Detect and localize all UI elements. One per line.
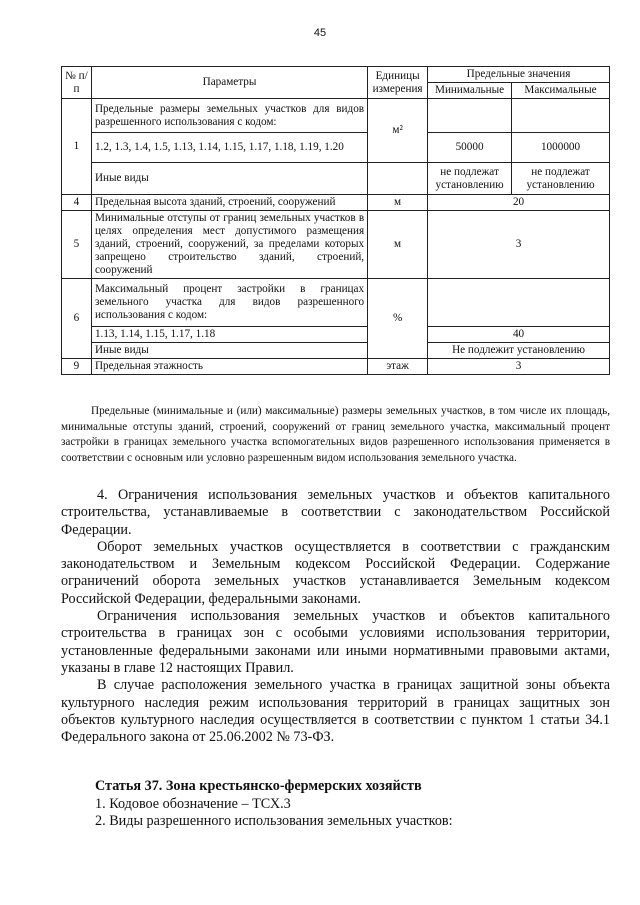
row-param: Иные виды (91, 163, 367, 195)
row-min: не подлежат установлению (428, 163, 512, 195)
table-row (62, 99, 610, 133)
row-num: 5 (62, 211, 92, 279)
row-max-empty (512, 99, 610, 133)
header-limits: Предельные значения (428, 67, 610, 83)
row-unit: м (368, 195, 428, 211)
paragraph: Ограничения использования земельных участков и объектов капитального строительства в границах зон с особыми условиями использования территории, установленные федеральными законами или иными нормативными правовыми актами, указаны в главе 12 настоящих Правил. (61, 608, 610, 676)
table-row (62, 195, 610, 211)
row-unit-empty (368, 163, 428, 195)
table-row (62, 211, 610, 279)
paragraph: Оборот земельных участков осуществляется в соответствии с гражданским законодательством и Земельным кодексом Российской Федерации. Содержание ограничений оборота земельных участков устанавливается Земельным кодексом Российской Федерации, федеральными законами. (61, 538, 610, 607)
row-value: 3 (428, 211, 610, 279)
paragraph: В случае расположения земельного участка в границах защитной зоны объекта культурного наследия режим использования территорий в границах защитных зон объектов культурного наследия осуществляется в соответствии с пунктом 1 статьи 34.1 Федерального закона от 25.06.2002 № 73-ФЗ. (61, 677, 610, 746)
row-num: 1 (62, 99, 92, 195)
article-title: Статья 37. Зона крестьянско-фермерских хозяйств (95, 778, 422, 794)
table-row (62, 327, 610, 343)
row-param: 1.13, 1.14, 1.15, 1.17, 1.18 (91, 327, 367, 343)
table-row (62, 359, 610, 375)
row-unit: м² (368, 99, 428, 163)
header-num: № п/п (62, 67, 92, 99)
header-unit: Единицы измерения (368, 67, 428, 99)
article-item: 1. Кодовое обозначение – ТСХ.3 (95, 795, 291, 812)
row-value: 3 (428, 359, 610, 375)
row-unit: м (368, 211, 428, 279)
article-item: 2. Виды разрешенного использования земельных участков: (95, 813, 453, 829)
row-param: Иные виды (91, 343, 367, 359)
row-param: Предельная этажность (91, 359, 367, 375)
row-num: 4 (62, 195, 92, 211)
article-section (95, 778, 453, 831)
header-param: Параметры (91, 67, 367, 99)
page-number: 45 (313, 27, 327, 39)
row-param: Максимальный процент застройки в границах земельного участка для видов разрешенного использования с кодом: (91, 279, 367, 327)
row-value: 20 (428, 195, 610, 211)
row-value-empty (428, 279, 610, 327)
table-row (62, 163, 610, 195)
table-row (62, 133, 610, 163)
parameters-table (61, 66, 610, 375)
row-min-empty (428, 99, 512, 133)
row-min: 50000 (428, 133, 512, 163)
row-param: Минимальные отступы от границ земельных участков в целях определения мест допустимого размещения зданий, строений, сооружений, за пределами которых запрещено строительство зданий, строений, сооружений (91, 211, 367, 279)
row-unit: этаж (368, 359, 428, 375)
row-max: не подлежат установлению (512, 163, 610, 195)
header-min: Минимальные (428, 83, 512, 99)
header-max: Максимальные (512, 83, 610, 99)
table-header-row (62, 67, 610, 83)
paragraph: 4. Ограничения использования земельных участков и объектов капитального строительства, устанавливаемые в соответствии с законодательством Российской Федерации. (61, 487, 610, 538)
row-param: Предельная высота зданий, строений, сооружений (91, 195, 367, 211)
row-param: 1.2, 1.3, 1.4, 1.5, 1.13, 1.14, 1.15, 1.17, 1.18, 1.19, 1.20 (91, 133, 367, 163)
row-num: 9 (62, 359, 92, 375)
row-value: Не подлежит установлению (428, 343, 610, 359)
row-num: 6 (62, 279, 92, 359)
row-max: 1000000 (512, 133, 610, 163)
table-row (62, 279, 610, 327)
row-unit: % (368, 279, 428, 359)
table-note (61, 404, 610, 467)
row-param: Предельные размеры земельных участков для видов разрешенного использования с кодом: (91, 99, 367, 133)
body-text (61, 487, 610, 746)
table-row (62, 343, 610, 359)
row-value: 40 (428, 327, 610, 343)
note-text: Предельные (минимальные и (или) максимальные) размеры земельных участков, в том числе их площадь, минимальные отступы зданий, строений, сооружений от границ земельного участка, максимальный процент застройки в границах земельного участка вспомогательных видов разрешенного использования применяется в соответствии с основным или условно разрешенным видом использования земельного участка. (61, 405, 610, 465)
